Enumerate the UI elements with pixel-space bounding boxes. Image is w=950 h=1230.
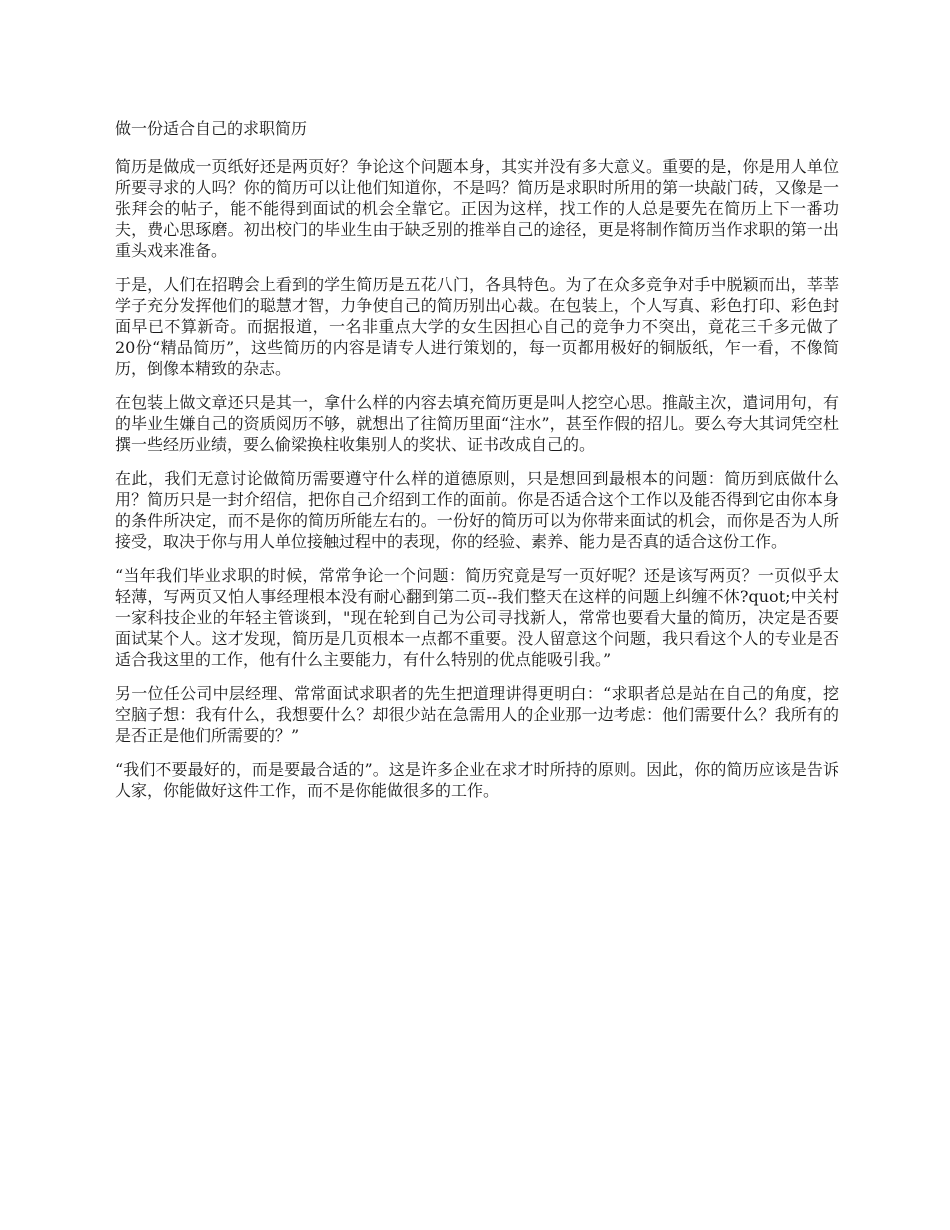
paragraph-6: 另一位任公司中层经理、常常面试求职者的先生把道理讲得更明白：“求职者总是站在自己的角度，挖空脑子想：我有什么，我想要什么？却很少站在急需用人的企业那一边考虑：他们需要什么？我所有的是否正是他们所需要的？” [115, 684, 839, 745]
document-title: 做一份适合自己的求职简历 [115, 119, 308, 138]
document-page [115, 118, 839, 814]
paragraph-5: “当年我们毕业求职的时候，常常争论一个问题：简历究竟是写一页好呢？还是该写两页？一页似乎太轻薄，写两页又怕人事经理根本没有耐心翻到第二页--我们整天在这样的问题上纠缠不休?quot;中关村一家科技企业的年轻主管谈到，"现在轮到自己为公司寻找新人，常常也要看大量的简历，决定是否要面试某个人。这才发现，简历是几页根本一点都不重要。没人留意这个问题，我只看这个人的专业是否适合我这里的工作，他有什么主要能力，有什么特别的优点能吸引我。” [115, 566, 839, 669]
paragraph-2: 于是，人们在招聘会上看到的学生简历是五花八门，各具特色。为了在众多竞争对手中脱颖而出，莘莘学子充分发挥他们的聪慧才智，力争使自己的简历别出心裁。在包装上，个人写真、彩色打印、彩色封面早已不算新奇。而据报道，一名非重点大学的女生因担心自己的竞争力不突出，竟花三千多元做了20份“精品简历”，这些简历的内容是请专人进行策划的，每一页都用极好的铜版纸，乍一看，不像简历，倒像本精致的杂志。 [115, 275, 839, 378]
paragraph-1: 简历是做成一页纸好还是两页好？争论这个问题本身，其实并没有多大意义。重要的是，你是用人单位所要寻求的人吗？你的简历可以让他们知道你，不是吗？简历是求职时所用的第一块敲门砖，又像是一张拜会的帖子，能不能得到面试的机会全靠它。正因为这样，找工作的人总是要先在简历上下一番功夫，费心思琢磨。初出校门的毕业生由于缺乏别的推举自己的途径，更是将制作简历当作求职的第一出重头戏来准备。 [115, 157, 839, 260]
paragraph-3: 在包装上做文章还只是其一，拿什么样的内容去填充简历更是叫人挖空心思。推敲主次，遣词用句，有的毕业生嫌自己的资质阅历不够，就想出了往简历里面“注水”，甚至作假的招儿。要么夸大其词凭空杜撰一些经历业绩，要么偷梁换柱收集别人的奖状、证书改成自己的。 [115, 393, 839, 454]
paragraph-7: “我们不要最好的，而是要最合适的”。这是许多企业在求才时所持的原则。因此，你的简历应该是告诉人家，你能做好这件工作，而不是你能做很多的工作。 [115, 760, 839, 800]
paragraph-4: 在此，我们无意讨论做简历需要遵守什么样的道德原则，只是想回到最根本的问题：简历到底做什么用？简历只是一封介绍信，把你自己介绍到工作的面前。你是否适合这个工作以及能否得到它由你本身的条件所决定，而不是你的简历所能左右的。一份好的简历可以为你带来面试的机会，而你是否为人所接受，取决于你与用人单位接触过程中的表现，你的经验、素养、能力是否真的适合这份工作。 [115, 469, 839, 551]
